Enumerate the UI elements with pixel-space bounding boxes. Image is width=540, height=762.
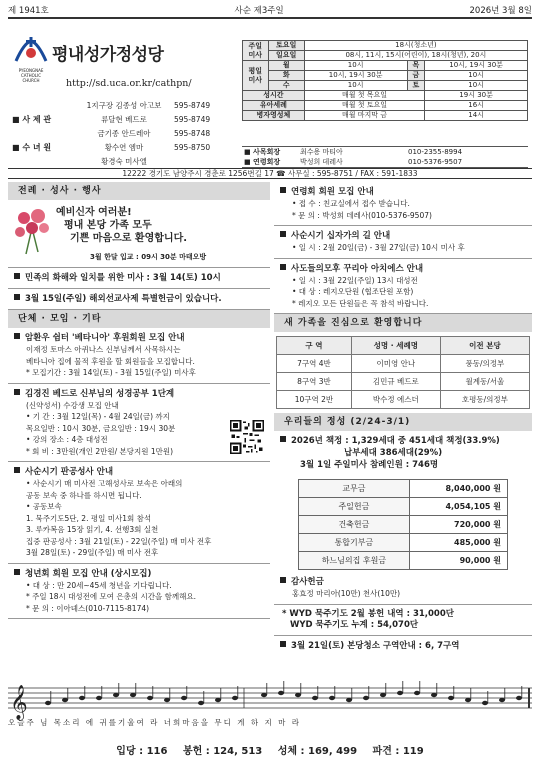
table-row bbox=[277, 355, 530, 373]
family-district: 10구역 2반 bbox=[277, 391, 352, 409]
notice-title: 사순시기 판공성사 안내 bbox=[14, 466, 264, 478]
offering-amount: 485,000 원 bbox=[409, 534, 507, 552]
family-name: 박수정 에스더 bbox=[351, 391, 440, 409]
staff-name: 1지구장 김종성 아고보 bbox=[86, 100, 162, 110]
mass-weekday-label: 평일 미사 bbox=[243, 61, 269, 91]
staff-row bbox=[12, 126, 238, 140]
section-header-groups: 단체 · 모임 · 기타 bbox=[8, 310, 270, 328]
notice-line: 이재정 토마스 아퀴나스 신부님께서 사목하시는 bbox=[26, 345, 181, 354]
mass-day: 일요일 bbox=[268, 51, 304, 61]
bullet-icon bbox=[14, 273, 20, 279]
family-district: 7구역 4반 bbox=[277, 355, 352, 373]
music-note bbox=[346, 698, 352, 702]
music-note bbox=[516, 696, 522, 700]
bullet-icon bbox=[280, 231, 286, 237]
notice-line: • 대 상 : 만 20세~45세 청년을 기다립니다. bbox=[26, 580, 172, 590]
music-note bbox=[147, 696, 153, 700]
recessional-hymn: 파견 : 119 bbox=[372, 746, 424, 757]
sacrament-time: 19시 30분 bbox=[425, 91, 528, 101]
church-name: 평내성가정성당 bbox=[52, 44, 164, 65]
bullet-icon bbox=[280, 577, 286, 583]
notice-item bbox=[8, 268, 270, 289]
notice-title: 사도들의모후 꾸리아 아치에스 안내 bbox=[280, 263, 526, 275]
staff-label: ■ 수 녀 원 bbox=[12, 142, 52, 152]
mass-schedule-table bbox=[242, 40, 528, 121]
mass-time: 18시(청소년) bbox=[304, 41, 527, 51]
music-note bbox=[79, 696, 85, 700]
section-header-liturgy: 전례 · 성사 · 행사 bbox=[8, 182, 270, 200]
table-row bbox=[299, 552, 508, 570]
music-note bbox=[380, 693, 386, 697]
offering-name: 통합기부금 bbox=[299, 534, 410, 552]
liturgical-week: 사순 제3주일 bbox=[234, 6, 284, 16]
table-row bbox=[299, 498, 508, 516]
notice-line: * 문 의 : 이아녜스(010-7115-8174) bbox=[26, 603, 150, 613]
notice-line: • 접 수 : 친교실에서 접수 받습니다. bbox=[292, 199, 410, 208]
bullet-icon bbox=[280, 187, 286, 193]
contact-role: ■ 연령회장 bbox=[244, 158, 281, 166]
music-note bbox=[96, 696, 102, 700]
offering-amount: 720,000 원 bbox=[409, 516, 507, 534]
weekday-time: 10시 bbox=[304, 81, 407, 91]
weekday-time: 10시, 19시 30분 bbox=[425, 61, 528, 71]
thanks-donors: 홍효정 마리아(10만) 천사(10만) bbox=[292, 589, 401, 598]
notice-title: 김경진 베드로 신부님의 성경공부 1단계 bbox=[14, 388, 264, 400]
table-row bbox=[299, 480, 508, 498]
cleanup-text: 3월 21일(토) 본당청소 구역안내 : 6, 7구역 bbox=[291, 640, 460, 651]
offering-name: 건축헌금 bbox=[299, 516, 410, 534]
wyd-line: WYD 묵주기도 누계 : 54,070단 bbox=[290, 619, 419, 630]
sacrament-when: 매월 첫 토요일 bbox=[304, 101, 424, 111]
family-prev-parish: 월계동/서울 bbox=[440, 373, 529, 391]
notice-line: 3. 루카복음 15장 읽기, 4. 선행3회 실천 bbox=[26, 525, 159, 534]
notice-item bbox=[274, 182, 532, 226]
notice-line: * 문 의 : 박성희 데레사(010-5376-9507) bbox=[292, 210, 432, 220]
weekday: 토 bbox=[407, 81, 425, 91]
thanks-title: 감사헌금 bbox=[291, 577, 324, 587]
music-note bbox=[431, 693, 437, 697]
music-note bbox=[363, 696, 369, 700]
notice-line: • 공동보속 bbox=[26, 502, 62, 511]
welcome-note: 3월 한달 입교 : 09시 30분 마태오방 bbox=[90, 253, 207, 261]
weekday-time: 10시 bbox=[425, 81, 528, 91]
notice-line: 공동 보속 중 하나를 하시면 됩니다. bbox=[26, 490, 142, 500]
weekday: 화 bbox=[268, 71, 304, 81]
column-header: 이전 본당 bbox=[440, 337, 529, 355]
music-note bbox=[45, 701, 51, 705]
staff-tel: 595-8749 bbox=[174, 100, 211, 110]
music-note bbox=[198, 701, 204, 705]
bullet-icon bbox=[14, 467, 20, 473]
table-row bbox=[277, 373, 530, 391]
music-note bbox=[62, 698, 68, 702]
offering-name: 교무금 bbox=[299, 480, 410, 498]
weekday: 금 bbox=[407, 71, 425, 81]
family-prev-parish: 풍동/의정부 bbox=[440, 355, 529, 373]
offertory-hymn: 봉헌 : 124, 513 bbox=[182, 746, 263, 757]
wyd-line: * WYD 묵주기도 2월 봉헌 내역 : 31,000단 bbox=[282, 608, 454, 619]
welcome-line: 예비신자 여러분! bbox=[56, 207, 132, 218]
staff-row bbox=[12, 140, 238, 154]
music-note bbox=[181, 696, 187, 700]
notice-title: 사순시기 십자가의 길 안내 bbox=[280, 230, 526, 242]
notice-line: • 일 시 : 2월 20일(금) - 3월 27일(금) 10시 미사 후 bbox=[292, 243, 465, 252]
thanks-offering bbox=[274, 572, 532, 605]
sacrament-name: 유아세례 bbox=[243, 101, 305, 111]
family-name: 김민규 베드로 bbox=[351, 373, 440, 391]
staff-row bbox=[12, 112, 238, 126]
notice-title: 암환우 쉼터 '베타니아' 후원회원 모집 안내 bbox=[14, 332, 264, 344]
notice-line: • 기 간 : 3월 12일(목) - 4월 24일(금) 까지 bbox=[26, 412, 170, 421]
contact-name: 박성희 데레사 bbox=[300, 158, 343, 166]
staff-name: 류달현 베드로 bbox=[101, 114, 147, 124]
qr-code[interactable] bbox=[230, 420, 264, 454]
cleanup-notice bbox=[274, 636, 532, 656]
notice-item bbox=[8, 289, 270, 310]
bullet-icon bbox=[14, 569, 20, 575]
bullet-icon bbox=[14, 389, 20, 395]
music-note bbox=[499, 698, 505, 702]
welcome-line: 기쁜 마음으로 환영합니다. bbox=[70, 233, 188, 244]
census-line: 납부세대 386세대(29%) bbox=[344, 448, 443, 458]
offering-name: 하느님의집 후원금 bbox=[299, 552, 410, 570]
notice-line: 3월 28일(토) - 29일(주일) 매 미사 전후 bbox=[26, 548, 159, 557]
wyd-rosary bbox=[274, 605, 532, 636]
welcome-line: 평내 본당 가족 모두 bbox=[64, 220, 152, 231]
staff-name: 황경숙 미사엘 bbox=[101, 156, 147, 166]
staff-name: 금기종 안드레아 bbox=[97, 128, 151, 138]
notice-line: 1. 묵주기도5단, 2. 평일 미사1회 참석 bbox=[26, 513, 152, 523]
mass-sunday-label: 주일 미사 bbox=[243, 41, 269, 61]
sacrament-time: 16시 bbox=[425, 101, 528, 111]
notice-title: 민족의 화해와 일치를 위한 미사 : 3월 14(토) 10시 bbox=[14, 272, 264, 284]
contact-row bbox=[242, 147, 528, 157]
staff-row bbox=[12, 98, 238, 112]
table-row bbox=[299, 534, 508, 552]
bulletin-date: 2026년 3월 8일 bbox=[469, 6, 532, 16]
notice-line: * 모집기간 : 3월 14일(토) - 3월 15일(주일) 미사후 bbox=[26, 368, 196, 377]
notice-title: 청년회 회원 모집 안내 (상시모집) bbox=[14, 568, 264, 580]
council-contacts bbox=[242, 146, 528, 168]
issue-number: 제 1941호 bbox=[8, 6, 49, 16]
notice-line: * 회 비 : 3만원(개인 2만원/ 본당지원 1만원) bbox=[26, 446, 174, 456]
left-column bbox=[8, 182, 270, 619]
staff-tel: 595-8749 bbox=[174, 114, 211, 124]
table-row bbox=[277, 391, 530, 409]
offerings-table bbox=[298, 479, 508, 570]
music-note bbox=[278, 691, 284, 695]
staff-list bbox=[12, 98, 238, 168]
hymn-lyrics: 오늘주 님 목소리 에 귀를기울여 라 너희마음을 무디 게 하 지 마 라 bbox=[8, 718, 301, 727]
sacrament-name: 성시간 bbox=[243, 91, 305, 101]
notice-line: (신약성서) 수강생 모집 안내 bbox=[26, 400, 119, 410]
notice-item bbox=[274, 226, 532, 259]
weekday-time: 10시, 19시 30분 bbox=[304, 71, 407, 81]
staff-row bbox=[12, 154, 238, 168]
staff-name: 황수연 엠마 bbox=[104, 142, 144, 152]
table-row bbox=[299, 516, 508, 534]
weekday-time: 10시 bbox=[304, 61, 407, 71]
notice-line: • 대 상 : 레지오단원 (협조단원 포함) bbox=[292, 287, 414, 296]
census-line: 2026년 책정 : 1,329세대 중 451세대 책정(33.9%) bbox=[280, 435, 526, 447]
svg-text:𝄞: 𝄞 bbox=[10, 685, 28, 720]
music-note bbox=[448, 696, 454, 700]
offering-name: 주일헌금 bbox=[299, 498, 410, 516]
new-family-table bbox=[276, 336, 530, 409]
staff-tel: 595-8748 bbox=[174, 128, 211, 138]
notice-line: • 강의 장소 : 4층 대성전 bbox=[26, 435, 108, 444]
hymn-numbers bbox=[8, 742, 532, 757]
music-note bbox=[232, 696, 238, 700]
notice-item bbox=[274, 259, 532, 315]
contact-name: 최수용 마티아 bbox=[300, 148, 343, 156]
bullet-icon bbox=[280, 264, 286, 270]
sacrament-time: 14시 bbox=[425, 111, 528, 121]
flower-icon bbox=[12, 206, 52, 256]
offering-amount: 4,054,105 원 bbox=[409, 498, 507, 516]
music-note bbox=[397, 691, 403, 695]
music-note bbox=[261, 693, 267, 697]
staff-tel: 595-8750 bbox=[174, 142, 211, 152]
offering-amount: 90,000 원 bbox=[409, 552, 507, 570]
contact-row bbox=[242, 157, 528, 167]
notice-line: * 레지오 모든 단원들은 꼭 참석 바랍니다. bbox=[292, 298, 429, 308]
notice-line: 집중 판공성사 : 3월 21일(토) - 22일(주일) 매 미사 전후 bbox=[26, 536, 212, 546]
weekday: 목 bbox=[407, 61, 425, 71]
mass-time: 08시, 11시, 15시(어린이), 18시(청년), 20시 bbox=[304, 51, 527, 61]
bullet-icon bbox=[280, 436, 286, 442]
music-note bbox=[414, 691, 420, 695]
catechumen-welcome bbox=[8, 200, 270, 268]
music-note bbox=[164, 698, 170, 702]
notice-title: 연령회 회원 모집 안내 bbox=[280, 186, 526, 198]
notice-item bbox=[8, 328, 270, 384]
family-name: 이미영 안나 bbox=[351, 355, 440, 373]
music-note bbox=[215, 698, 221, 702]
family-prev-parish: 호평동/의정부 bbox=[440, 391, 529, 409]
notice-item bbox=[8, 462, 270, 564]
sacrament-when: 매월 마지막 금 bbox=[304, 111, 424, 121]
family-district: 8구역 3반 bbox=[277, 373, 352, 391]
welcome-message bbox=[56, 206, 187, 245]
church-logo-icon bbox=[14, 37, 48, 67]
notice-line: • 일 시 : 3월 22일(주일) 13시 대성전 bbox=[292, 275, 418, 285]
music-note bbox=[329, 696, 335, 700]
notice-item bbox=[8, 564, 270, 620]
right-column bbox=[274, 182, 532, 656]
census-line: 3월 1일 주일미사 참례인원 : 746명 bbox=[300, 460, 439, 470]
contact-role: ■ 사목회장 bbox=[244, 148, 281, 156]
music-note bbox=[130, 693, 136, 697]
contact-phone: 010-5376-9507 bbox=[408, 158, 463, 166]
music-note bbox=[113, 693, 119, 697]
bullet-icon bbox=[14, 333, 20, 339]
church-logo bbox=[14, 37, 163, 67]
notice-title: 3월 15일(주일) 해외선교사제 특별헌금이 있습니다. bbox=[14, 293, 264, 305]
column-header: 성명 · 세례명 bbox=[351, 337, 440, 355]
music-note bbox=[295, 693, 301, 697]
mass-day: 토요일 bbox=[268, 41, 304, 51]
sacrament-name: 병자영성체 bbox=[243, 111, 305, 121]
church-address: 12222 경기도 남양주시 경춘로 1256번길 17 ☎ 사무실 : 595-8751 / FAX : 591-1833 bbox=[8, 168, 532, 179]
staff-label: ■ 사 제 관 bbox=[12, 114, 52, 124]
bullet-icon bbox=[280, 641, 286, 647]
church-url[interactable]: http://sd.uca.or.kr/cathpn/ bbox=[66, 78, 192, 89]
sacrament-when: 매월 첫 목요일 bbox=[304, 91, 424, 101]
column-header: 구 역 bbox=[277, 337, 352, 355]
notice-line: 베타니아 집에 물적 후원을 할 회원들을 모집합니다. bbox=[26, 356, 195, 366]
church-english-name: PYEONGNAE CATHOLIC CHURCH bbox=[18, 68, 44, 83]
weekday: 월 bbox=[268, 61, 304, 71]
contact-phone: 010-2355-8994 bbox=[408, 148, 463, 156]
music-note bbox=[482, 701, 488, 705]
notice-line: 목요일반 : 10시 30분, 금요일반 : 19시 30분 bbox=[26, 423, 176, 433]
weekday: 수 bbox=[268, 81, 304, 91]
section-header-offerings: 우리들의 정성 (2/24-3/1) bbox=[274, 413, 532, 431]
communion-hymn: 성체 : 169, 499 bbox=[277, 746, 358, 757]
notice-line: * 주일 18시 대성전에 모여 은총의 시간을 함께해요. bbox=[26, 592, 197, 601]
weekday-time: 10시 bbox=[425, 71, 528, 81]
entrance-hymn: 입당 : 116 bbox=[116, 746, 168, 757]
music-note bbox=[465, 698, 471, 702]
top-bar bbox=[8, 5, 532, 19]
census-block bbox=[274, 431, 532, 475]
notice-line: • 사순시기 매 미사전 고해성사로 보속은 아래의 bbox=[26, 479, 183, 488]
bullet-icon bbox=[14, 294, 20, 300]
offering-amount: 8,040,000 원 bbox=[409, 480, 507, 498]
section-header-new-family: 새 가족을 진심으로 환영합니다 bbox=[274, 314, 532, 332]
music-note bbox=[312, 696, 318, 700]
